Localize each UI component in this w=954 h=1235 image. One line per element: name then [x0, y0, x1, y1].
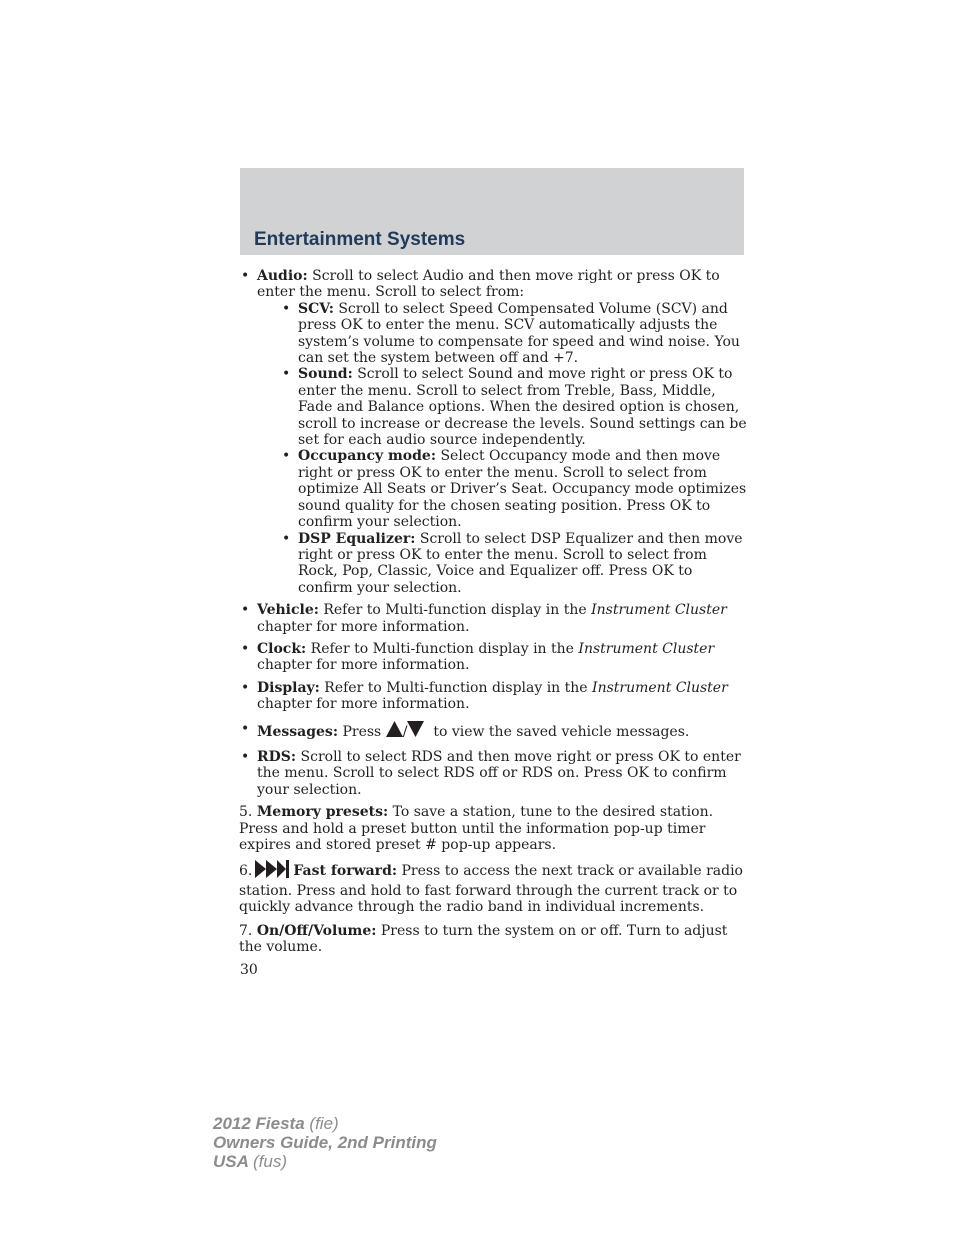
step-6-number: 6. — [239, 863, 253, 880]
memory-presets-text: To save a station, tune to the desired station. Press and hold a preset button until the information pop-up timer expires and stored preset # pop-up appears. — [239, 804, 714, 853]
occupancy-text: Select Occupancy mode and then move right or press OK to enter the menu. Scroll to select from optimize All Seats or Driver’s Seat. Occupancy mode optimizes sound quality for the chosen seating position. Press OK to confirm your selection. — [298, 448, 747, 531]
section-title: Entertainment Systems — [254, 229, 466, 250]
footer-line-2: Owners Guide, 2nd Printing — [213, 1133, 437, 1152]
step-on-off-volume — [239, 923, 747, 956]
bullet-rds — [239, 749, 747, 798]
clock-label: Clock: — [257, 640, 307, 657]
vehicle-label: Vehicle: — [257, 602, 319, 619]
fast-forward-label: Fast forward: — [293, 863, 398, 880]
footer-market: USA — [213, 1152, 249, 1171]
scv-text: Scroll to select Speed Compensated Volume (SCV) and press OK to enter the menu. SCV automatically adjusts the system’s volume to compensate for speed and wind noise. You can set the system between off and +7. — [298, 300, 740, 367]
clock-text: Refer to Multi-function display in the — [310, 640, 574, 657]
display-ref: Instrument Cluster — [592, 679, 728, 696]
audio-label: Audio: — [257, 268, 308, 284]
clock-text-2: chapter for more information. — [257, 657, 470, 674]
footer-market-code: (fus) — [253, 1152, 287, 1171]
step-5-number: 5. — [239, 804, 253, 821]
step-7-number: 7. — [239, 922, 253, 939]
footer-model-code: (fie) — [309, 1114, 339, 1133]
section-header — [240, 168, 744, 255]
audio-text: Scroll to select Audio and then move right or press OK to enter the menu. Scroll to select from: — [257, 268, 720, 301]
on-off-volume-text: Press to turn the system on or off. Turn to adjust the volume. — [239, 922, 728, 956]
on-off-volume-label: On/Off/Volume: — [256, 922, 377, 939]
scv-label: SCV: — [298, 300, 334, 317]
vehicle-text: Refer to Multi-function display in the — [323, 602, 587, 619]
arrow-down-icon — [407, 721, 424, 741]
display-label: Display: — [257, 679, 320, 696]
vehicle-ref: Instrument Cluster — [591, 602, 727, 619]
step-fast-forward — [239, 860, 747, 915]
occupancy-label: Occupancy mode: — [298, 448, 437, 465]
bullet-vehicle — [239, 602, 747, 635]
dsp-label: DSP Equalizer: — [298, 530, 416, 547]
messages-label: Messages: — [257, 723, 338, 740]
footer-line-3 — [213, 1152, 437, 1171]
bullet-display — [239, 680, 747, 713]
sub-bullet-dsp — [280, 531, 747, 597]
footer-model: 2012 Fiesta — [213, 1114, 305, 1133]
bullet-clock — [239, 641, 747, 674]
fast-forward-text: Press to access the next track or available radio station. Press and hold to fast forward through the current track or to quickly advance through the radio band in individual increments. — [239, 863, 743, 916]
arrow-up-icon — [386, 721, 403, 741]
display-text-2: chapter for more information. — [257, 696, 470, 713]
dsp-text: Scroll to select DSP Equalizer and then move right or press OK to enter the menu. Scroll to select from Rock, Pop, Classic, Voice and Equalizer off. Press OK to confirm your selection. — [298, 530, 743, 596]
page-number: 30 — [240, 962, 258, 978]
sub-bullet-scv — [280, 301, 747, 367]
messages-text: to view the saved vehicle messages. — [433, 723, 690, 740]
clock-ref: Instrument Cluster — [578, 640, 715, 657]
footer-line-1 — [213, 1114, 437, 1133]
memory-presets-label: Memory presets: — [256, 804, 389, 821]
manual-body — [239, 268, 747, 955]
rds-text: Scroll to select RDS and then move right or press OK to enter the menu. Scroll to select RDS off or RDS on. Press OK to confirm your selection. — [257, 748, 741, 798]
messages-slash: / — [402, 723, 408, 740]
fast-forward-icon — [255, 860, 289, 882]
messages-press: Press — [342, 723, 382, 740]
bullet-messages — [239, 721, 747, 741]
sound-label: Sound: — [298, 366, 353, 383]
rds-label: RDS: — [257, 748, 297, 765]
display-text: Refer to Multi-function display in the — [324, 679, 588, 696]
sound-text: Scroll to select Sound and move right or press OK to enter the menu. Scroll to select from Treble, Bass, Middle, Fade and Balance options. When the desired option is chosen, scroll to increase or decrease the levels. Sound settings can be set for each audio source independently. — [298, 366, 747, 449]
step-memory-presets — [239, 804, 747, 853]
sub-bullet-occupancy — [280, 448, 747, 530]
footer-imprint — [213, 1114, 437, 1171]
sub-bullet-sound — [280, 366, 747, 448]
bullet-audio — [239, 268, 747, 596]
vehicle-text-2: chapter for more information. — [257, 618, 470, 635]
